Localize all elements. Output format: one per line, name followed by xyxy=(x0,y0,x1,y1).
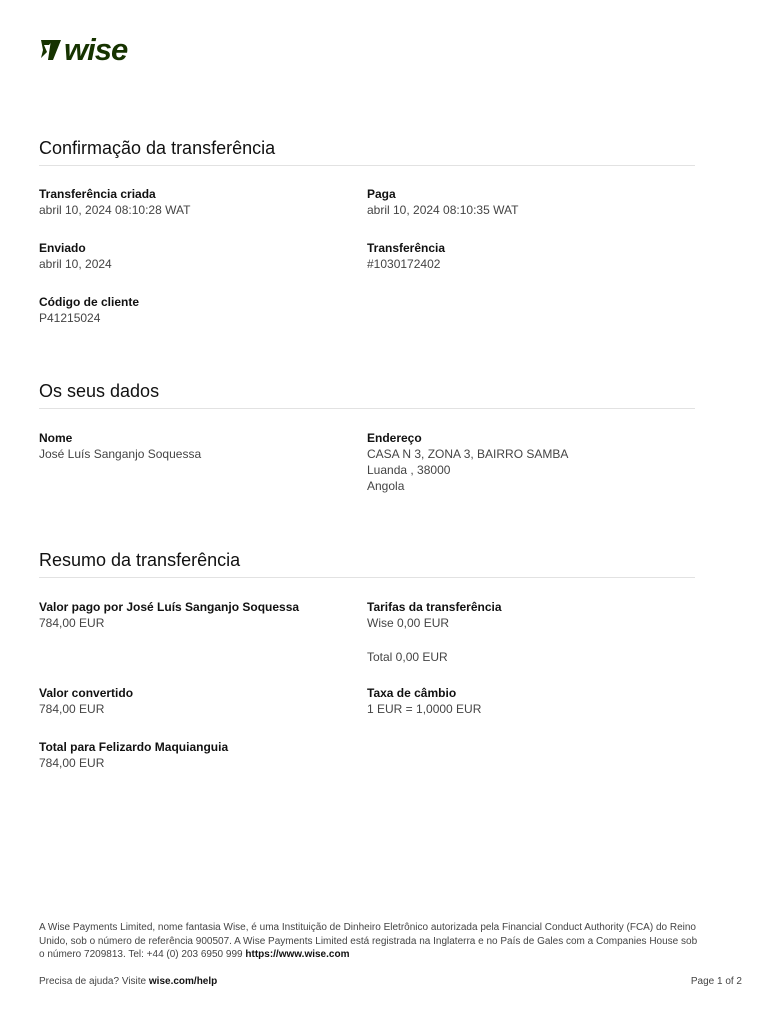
wise-wordmark: wise xyxy=(64,34,128,64)
help-line xyxy=(39,976,217,987)
divider xyxy=(39,165,695,166)
paid-by-field xyxy=(39,599,299,631)
exchange-rate-label: Taxa de câmbio xyxy=(367,686,457,700)
legal-text: A Wise Payments Limited, nome fantasia Wise, é uma Instituição de Dinheiro Eletrônico autorizada pela Financial Conduct Authority (FCA) do Reino Unido, sob o número de referência 900507. A Wise Payments Limited está registrada na Inglaterra e no País de Gales com a Companies House sob o número 7209813. Tel: +44 (0) 203 6950 999 xyxy=(39,922,698,960)
your-data-section xyxy=(39,381,695,402)
client-code-label: Código de cliente xyxy=(39,295,140,309)
converted-field xyxy=(39,685,133,717)
transfer-id-field xyxy=(367,240,445,272)
address-line-3: Angola xyxy=(367,479,405,493)
fees-total-value: Total 0,00 EUR xyxy=(367,650,448,664)
name-value: José Luís Sanganjo Soquessa xyxy=(39,447,202,461)
fees-wise-value: Wise 0,00 EUR xyxy=(367,616,450,630)
transfer-id-label: Transferência xyxy=(367,241,446,255)
converted-value: 784,00 EUR xyxy=(39,702,105,716)
transfer-created-label: Transferência criada xyxy=(39,187,156,201)
fees-label: Tarifas da transferência xyxy=(367,600,502,614)
transfer-created-value: abril 10, 2024 08:10:28 WAT xyxy=(39,203,191,217)
address-field xyxy=(367,430,568,494)
recipient-total-field xyxy=(39,739,228,771)
converted-label: Valor convertido xyxy=(39,686,134,700)
exchange-rate-field xyxy=(367,685,481,717)
sent-label: Enviado xyxy=(39,241,86,255)
paid-value: abril 10, 2024 08:10:35 WAT xyxy=(367,203,519,217)
sent-value: abril 10, 2024 xyxy=(39,257,112,271)
recipient-total-label: Total para Felizardo Maquianguia xyxy=(39,740,229,754)
confirmation-section xyxy=(39,138,695,159)
summary-section xyxy=(39,550,695,571)
recipient-total-value: 784,00 EUR xyxy=(39,756,105,770)
divider xyxy=(39,577,695,578)
address-line-2: Luanda , 38000 xyxy=(367,463,451,477)
paid-label: Paga xyxy=(367,187,396,201)
name-field xyxy=(39,430,201,462)
wise-website-link[interactable]: https://www.wise.com xyxy=(245,949,350,960)
client-code-value: P41215024 xyxy=(39,311,101,325)
client-code-field xyxy=(39,294,139,326)
summary-title: Resumo da transferência xyxy=(39,550,241,570)
help-link[interactable]: wise.com/help xyxy=(148,976,218,987)
your-data-title: Os seus dados xyxy=(39,381,160,401)
paid-by-value: 784,00 EUR xyxy=(39,616,105,630)
transfer-id-value: #1030172402 xyxy=(367,257,441,271)
name-label: Nome xyxy=(39,431,73,445)
address-line-1: CASA N 3, ZONA 3, BAIRRO SAMBA xyxy=(367,447,569,461)
transfer-created-field xyxy=(39,186,190,218)
paid-by-label: Valor pago por José Luís Sanganjo Soquessa xyxy=(39,600,300,614)
page-number: Page 1 of 2 xyxy=(690,976,742,987)
fees-field xyxy=(367,599,502,665)
confirmation-title: Confirmação da transferência xyxy=(39,138,276,158)
sent-field xyxy=(39,240,112,272)
address-label: Endereço xyxy=(367,431,422,445)
exchange-rate-value: 1 EUR = 1,0000 EUR xyxy=(367,702,482,716)
legal-notice xyxy=(39,921,699,962)
help-text: Precisa de ajuda? Visite xyxy=(39,976,147,987)
paid-field xyxy=(367,186,518,218)
wise-logo xyxy=(39,34,154,64)
divider xyxy=(39,408,695,409)
